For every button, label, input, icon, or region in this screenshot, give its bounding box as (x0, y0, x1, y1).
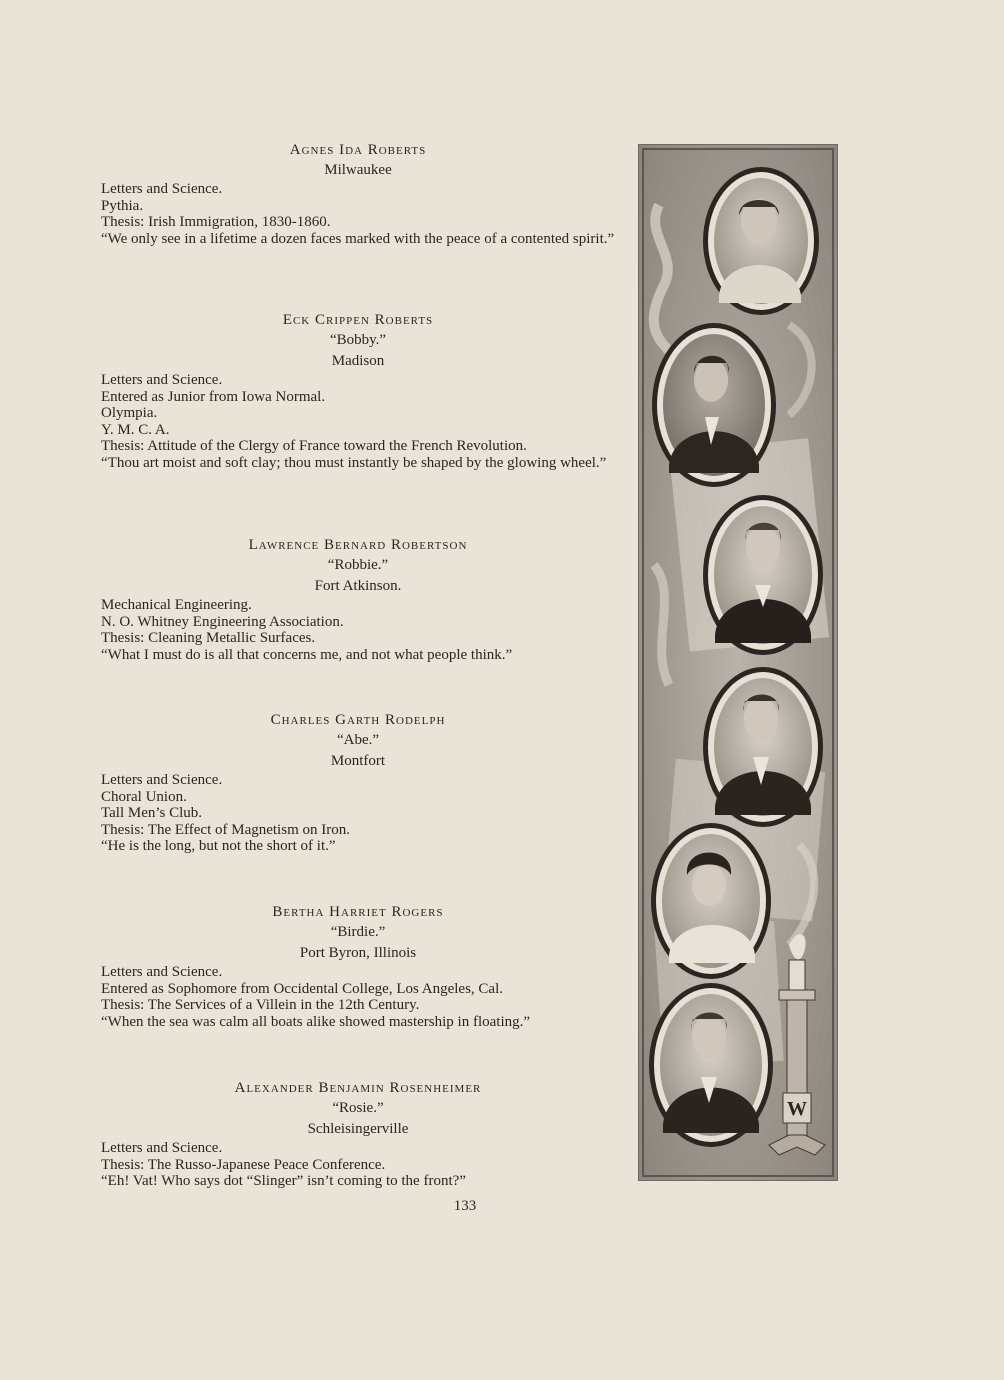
emblem-letter: W (787, 1098, 807, 1120)
student-town: Schleisingerville (307, 1121, 409, 1137)
entry-lawrence-bernard-robertson (101, 535, 615, 663)
student-name: Charles Garth Rodelph (270, 712, 446, 728)
student-quote: “What I must do is all that concerns me, and not what people think.” (101, 646, 513, 663)
detail-line: Thesis: Attitude of the Clergy of France toward the French Revolution. (101, 438, 527, 454)
student-name: Lawrence Bernard Robertson (248, 537, 468, 553)
detail-line: Thesis: The Services of a Villein in the 12th Century. (101, 997, 420, 1013)
student-name: Bertha Harriet Rogers (272, 904, 444, 920)
detail-line: Thesis: Irish Immigration, 1830-1860. (101, 214, 331, 230)
portrait-lawrence-robertson (703, 495, 823, 655)
detail-line: Choral Union. (101, 788, 187, 805)
detail-line: Entered as Sophomore from Occidental College, Los Angeles, Cal. (101, 980, 503, 997)
detail-line: Letters and Science. (101, 1140, 223, 1156)
portrait-strip (638, 144, 838, 1181)
entry-charles-garth-rodelph (101, 710, 615, 855)
detail-line: Letters and Science. (101, 372, 223, 388)
student-nickname: “Robbie.” (327, 557, 389, 573)
student-quote: “He is the long, but not the short of it.” (101, 838, 336, 854)
student-nickname: “Rosie.” (332, 1100, 384, 1116)
student-name: Alexander Benjamin Rosenheimer (234, 1080, 482, 1096)
student-nickname: “Bobby.” (329, 332, 387, 348)
student-nickname: “Abe.” (336, 732, 380, 748)
entry-alexander-benjamin-rosenheimer (101, 1078, 615, 1190)
student-town: Madison (331, 353, 385, 369)
portrait-eck-roberts (652, 323, 776, 487)
detail-line: Thesis: The Russo-Japanese Peace Conference. (101, 1156, 386, 1173)
portrait-bertha-rogers (651, 823, 771, 979)
student-town: Montfort (330, 753, 386, 769)
student-nickname: “Birdie.” (330, 924, 386, 940)
student-name: Eck Crippen Roberts (282, 312, 434, 328)
student-town: Milwaukee (324, 162, 392, 178)
detail-line: Letters and Science. (101, 964, 223, 980)
detail-line: N. O. Whitney Engineering Association. (101, 613, 344, 630)
student-town: Port Byron, Illinois (299, 945, 417, 961)
student-quote: “Thou art moist and soft clay; thou must instantly be shaped by the glowing wheel.” (101, 454, 607, 471)
entry-bertha-harriet-rogers (101, 902, 615, 1030)
detail-line: Letters and Science. (101, 181, 223, 197)
portrait-charles-rodelph (703, 667, 823, 827)
detail-line: Thesis: Cleaning Metallic Surfaces. (101, 630, 316, 646)
student-name: Agnes Ida Roberts (289, 142, 427, 158)
detail-line: Letters and Science. (101, 772, 223, 788)
detail-line: Mechanical Engineering. (101, 597, 252, 613)
page-number: 133 (453, 1198, 477, 1214)
detail-line: Entered as Junior from Iowa Normal. (101, 388, 326, 405)
detail-line: Pythia. (101, 197, 144, 214)
portrait-agnes-roberts (703, 167, 819, 315)
detail-line: Tall Men’s Club. (101, 805, 203, 821)
detail-line: Y. M. C. A. (101, 421, 170, 438)
entry-agnes-ida-roberts (101, 140, 615, 247)
detail-line: Thesis: The Effect of Magnetism on Iron. (101, 821, 350, 838)
student-town: Fort Atkinson. (314, 578, 402, 594)
student-quote: “We only see in a lifetime a dozen faces marked with the peace of a contented spirit.” (101, 230, 615, 247)
portrait-alexander-rosenheimer (649, 983, 773, 1147)
student-quote: “Eh! Vat! Who says dot “Slinger” isn’t coming to the front?” (101, 1173, 466, 1189)
portrait-strip-illustration (639, 145, 837, 1180)
detail-line: Olympia. (101, 405, 158, 421)
entry-eck-crippen-roberts (101, 310, 615, 471)
student-quote: “When the sea was calm all boats alike showed mastership in floating.” (101, 1013, 531, 1030)
